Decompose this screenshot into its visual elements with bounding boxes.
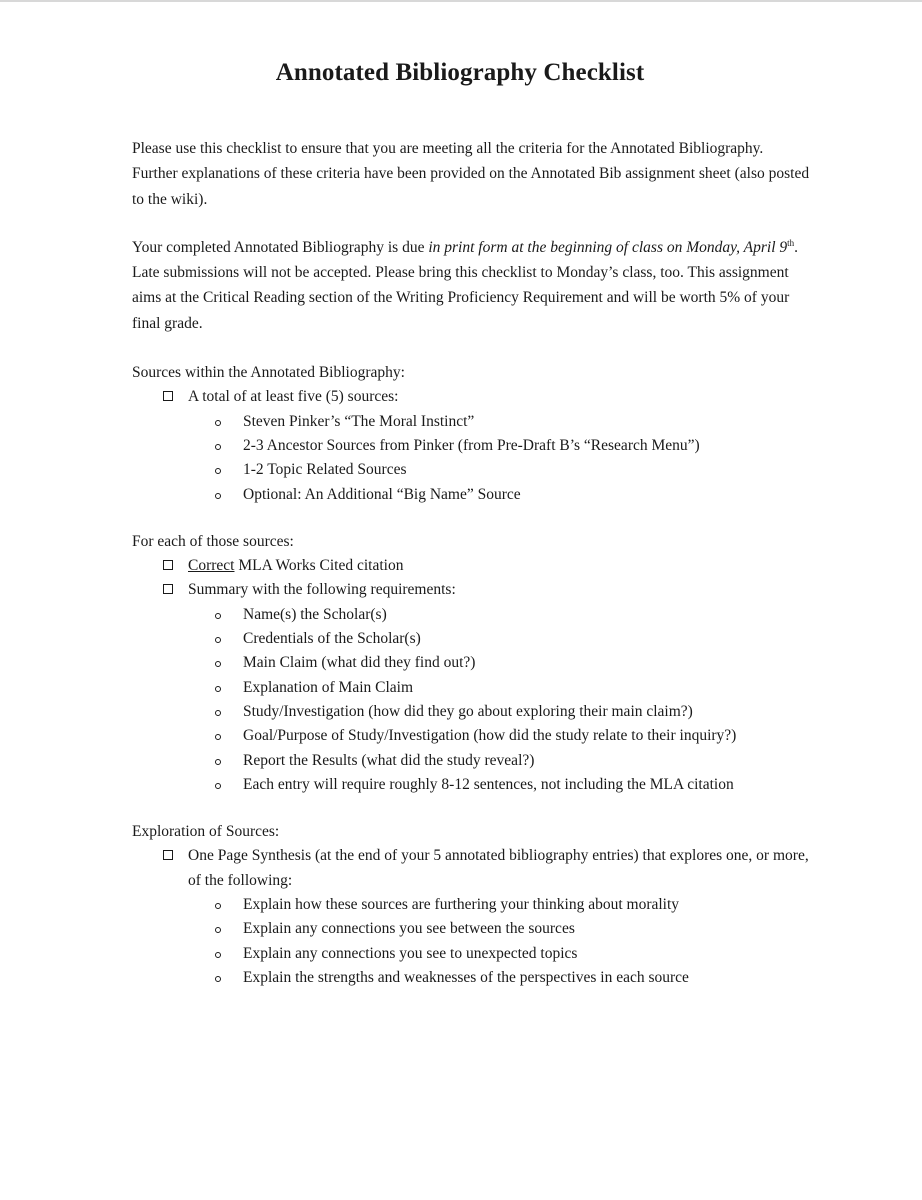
list-item <box>132 917 812 941</box>
checklist-item-label: MLA Works Cited citation <box>234 557 404 575</box>
due-lead: Your completed Annotated Bibliography is due <box>132 238 429 256</box>
list-item <box>132 627 812 651</box>
hollow-bullet-icon <box>215 420 221 426</box>
hollow-bullet-icon <box>215 903 221 909</box>
list-item <box>132 676 812 700</box>
list-item-text: 1-2 Topic Related Sources <box>243 461 407 479</box>
checklist-item-label-underlined: Correct <box>188 557 235 575</box>
checkbox-icon[interactable] <box>163 584 173 594</box>
list-item-text: Explain any connections you see to unexpected topics <box>243 944 578 962</box>
hollow-bullet-icon <box>215 783 221 789</box>
list-item-text: Goal/Purpose of Study/Investigation (how did the study relate to their inquiry?) <box>243 727 737 745</box>
list-item <box>132 773 812 797</box>
checkbox-icon[interactable] <box>163 391 173 401</box>
list-item <box>132 434 812 458</box>
hollow-bullet-icon <box>215 637 221 643</box>
hollow-bullet-icon <box>215 686 221 692</box>
hollow-bullet-icon <box>215 759 221 765</box>
checklist-item[interactable] <box>132 385 812 409</box>
hollow-bullet-icon <box>215 661 221 667</box>
list-item-text: Credentials of the Scholar(s) <box>243 630 421 648</box>
hollow-bullet-icon <box>215 927 221 933</box>
page-top-border <box>0 0 922 2</box>
list-item-text: Report the Results (what did the study reveal?) <box>243 751 535 769</box>
checklist-item-label: Summary with the following requirements: <box>188 581 456 599</box>
due-period: . <box>794 238 799 256</box>
due-superscript: th <box>787 237 795 248</box>
hollow-bullet-icon <box>215 976 221 982</box>
list-item <box>132 410 812 434</box>
checklist-item[interactable] <box>132 554 812 578</box>
document-page <box>132 58 812 990</box>
list-item-text: Explain any connections you see between the sources <box>243 920 575 938</box>
checklist-item-label: A total of at least five (5) sources: <box>188 388 399 406</box>
due-paragraph <box>132 235 812 336</box>
list-item <box>132 942 812 966</box>
list-item <box>132 651 812 675</box>
list-item-text: Explain how these sources are furthering your thinking about morality <box>243 896 680 914</box>
list-item-text: Main Claim (what did they find out?) <box>243 654 476 672</box>
intro-paragraph: Please use this checklist to ensure that you are meeting all the criteria for the Annotated Bibliography. Further explanations of these criteria have been provided on the Annotated Bib assignment sheet (also posted to the wiki). <box>132 140 810 208</box>
list-item-text: Study/Investigation (how did they go about exploring their main claim?) <box>243 702 693 720</box>
checkbox-icon[interactable] <box>163 850 173 860</box>
list-item <box>132 724 812 748</box>
checkbox-icon[interactable] <box>163 560 173 570</box>
section-heading-sources: Sources within the Annotated Bibliography: <box>132 364 405 382</box>
hollow-bullet-icon <box>215 710 221 716</box>
list-item <box>132 458 812 482</box>
list-item-text: Name(s) the Scholar(s) <box>243 605 387 623</box>
list-item <box>132 966 812 990</box>
hollow-bullet-icon <box>215 493 221 499</box>
list-item <box>132 749 812 773</box>
checklist-item[interactable] <box>132 578 812 602</box>
checklist-item-label: One Page Synthesis (at the end of your 5 annotated bibliography entries) that explores one, or more, of the following: <box>188 847 809 889</box>
list-item <box>132 483 812 507</box>
due-rest: Late submissions will not be accepted. Please bring this checklist to Monday’s class, too. This assignment aims at the Critical Reading section of the Writing Proficiency Requirement and will be worth 5% of your final grade. <box>132 264 790 332</box>
list-item <box>132 603 812 627</box>
list-item-text: 2-3 Ancestor Sources from Pinker (from Pre-Draft B’s “Research Menu”) <box>243 436 700 454</box>
hollow-bullet-icon <box>215 444 221 450</box>
hollow-bullet-icon <box>215 613 221 619</box>
hollow-bullet-icon <box>215 468 221 474</box>
list-item <box>132 700 812 724</box>
hollow-bullet-icon <box>215 952 221 958</box>
section-heading-exploration: Exploration of Sources: <box>132 823 280 841</box>
document-title: Annotated Bibliography Checklist <box>275 59 645 86</box>
list-item-text: Each entry will require roughly 8-12 sentences, not including the MLA citation <box>243 775 734 793</box>
list-item-text: Steven Pinker’s “The Moral Instinct” <box>243 412 475 430</box>
checklist-item[interactable] <box>132 844 812 893</box>
list-item-text: Optional: An Additional “Big Name” Source <box>243 485 521 503</box>
hollow-bullet-icon <box>215 734 221 740</box>
section-heading-each-source: For each of those sources: <box>132 532 294 550</box>
list-item <box>132 893 812 917</box>
list-item-text: Explanation of Main Claim <box>243 678 414 696</box>
due-emphasis: in print form at the beginning of class on Monday, April 9 <box>428 238 788 256</box>
list-item-text: Explain the strengths and weaknesses of the perspectives in each source <box>243 968 689 986</box>
